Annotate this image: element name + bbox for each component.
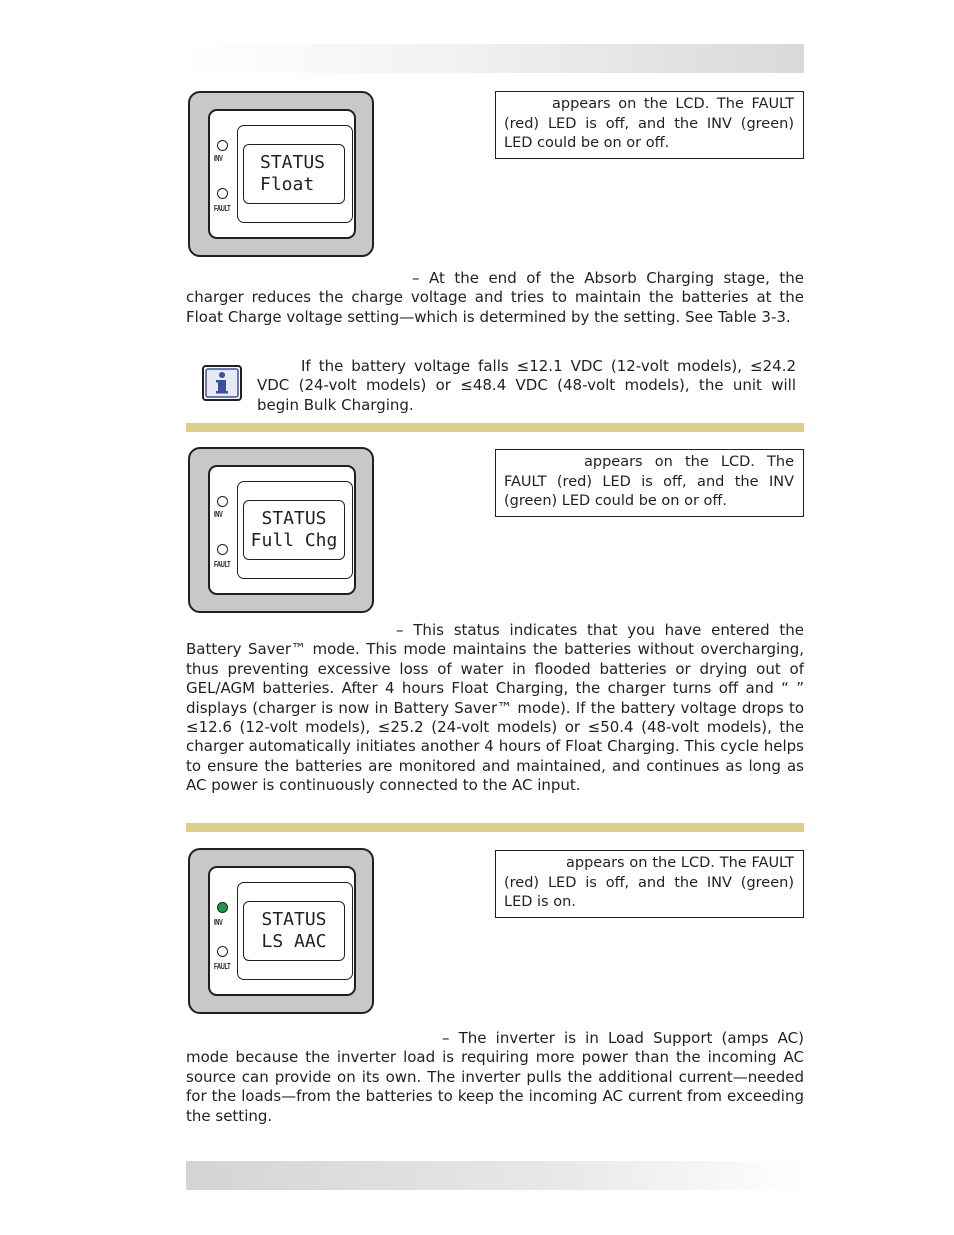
inv-led-label: INV	[214, 918, 223, 927]
inv-led	[217, 496, 228, 507]
lcd-line-1: STATUS	[261, 909, 327, 930]
description-text: – The inverter is in Load Support (amps AC) mode because the inverter load is requiring more power than the incoming AC source can provide on its own. The inverter pulls the additional current—needed for the loads—from the batteries to keep the incoming AC current from exceeding the setting.	[186, 1029, 804, 1125]
ls-aac-description	[186, 1029, 804, 1126]
fault-led	[217, 544, 228, 555]
fault-led-label: FAULT	[214, 962, 231, 971]
lcd-bezel	[237, 481, 353, 579]
lcd-bezel	[237, 125, 353, 223]
fault-led-label: FAULT	[214, 204, 231, 213]
lcd-bezel	[237, 882, 353, 980]
page-header-bar	[186, 44, 804, 73]
lcd-line-2: Full Chg	[250, 530, 338, 551]
fault-led	[217, 188, 228, 199]
lcd-screen	[243, 144, 345, 204]
remote-display-panel	[188, 848, 374, 1014]
full-chg-description	[186, 621, 804, 796]
description-text: – At the end of the Absorb Charging stage, the charger reduces the charge voltage and tries to maintain the batteries at the Float Charge voltage setting—which is determined by the setting. See Table 3-3.	[186, 269, 804, 326]
callout-text: appears on the LCD. The FAULT (red) LED is off, and the INV (green) LED could be on or off.	[504, 96, 794, 151]
fault-led	[217, 946, 228, 957]
lcd-line-2: Float	[260, 174, 315, 195]
lcd-line-1: STATUS	[261, 508, 327, 529]
info-icon	[202, 365, 242, 401]
lcd-screen	[243, 500, 345, 560]
inv-led	[217, 902, 228, 913]
inv-led	[217, 140, 228, 151]
section-divider	[186, 823, 804, 832]
inv-led-label: INV	[214, 510, 223, 519]
lcd-line-1: STATUS	[260, 152, 326, 173]
note-text: If the battery voltage falls ≤12.1 VDC (12-volt models), ≤24.2 VDC (24-volt models) or ≤48.4 VDC (48-volt models), the unit will begin Bulk Charging.	[257, 357, 796, 414]
fault-led-label: FAULT	[214, 560, 231, 569]
remote-display-panel	[188, 447, 374, 613]
panel-face	[208, 866, 356, 996]
status-callout	[495, 449, 804, 517]
status-callout	[495, 850, 804, 918]
page-footer-bar	[186, 1161, 804, 1190]
status-callout	[495, 91, 804, 159]
lcd-screen	[243, 901, 345, 961]
lcd-line-2: LS AAC	[261, 931, 327, 952]
remote-display-panel	[188, 91, 374, 257]
panel-face	[208, 109, 356, 239]
callout-text: appears on the LCD. The FAULT (red) LED is off, and the INV (green) LED is on.	[504, 855, 794, 910]
float-description	[186, 269, 804, 327]
callout-text: appears on the LCD. The FAULT (red) LED is off, and the INV (green) LED could be on or off.	[504, 454, 794, 509]
inv-led-label: INV	[214, 154, 223, 163]
section-divider	[186, 423, 804, 432]
description-text: – This status indicates that you have entered the Battery Saver™ mode. This mode maintains the batteries without overcharging, thus preventing excessive loss of water in flooded batteries or drying out of GEL/AGM batteries. After 4 hours Float Charging, the charger turns off and “ ” displays (charger is now in Battery Saver™ mode). If the battery voltage drops to ≤12.6 (12-volt models), ≤25.2 (24-volt models) or ≤50.4 (48-volt models), the charger automatically initiates another 4 hours of Float Charging. This cycle helps to ensure the batteries are monitored and maintained, and continues as long as AC power is continuously connected to the AC input.	[186, 621, 804, 795]
panel-face	[208, 465, 356, 595]
bulk-charge-note	[257, 357, 796, 415]
